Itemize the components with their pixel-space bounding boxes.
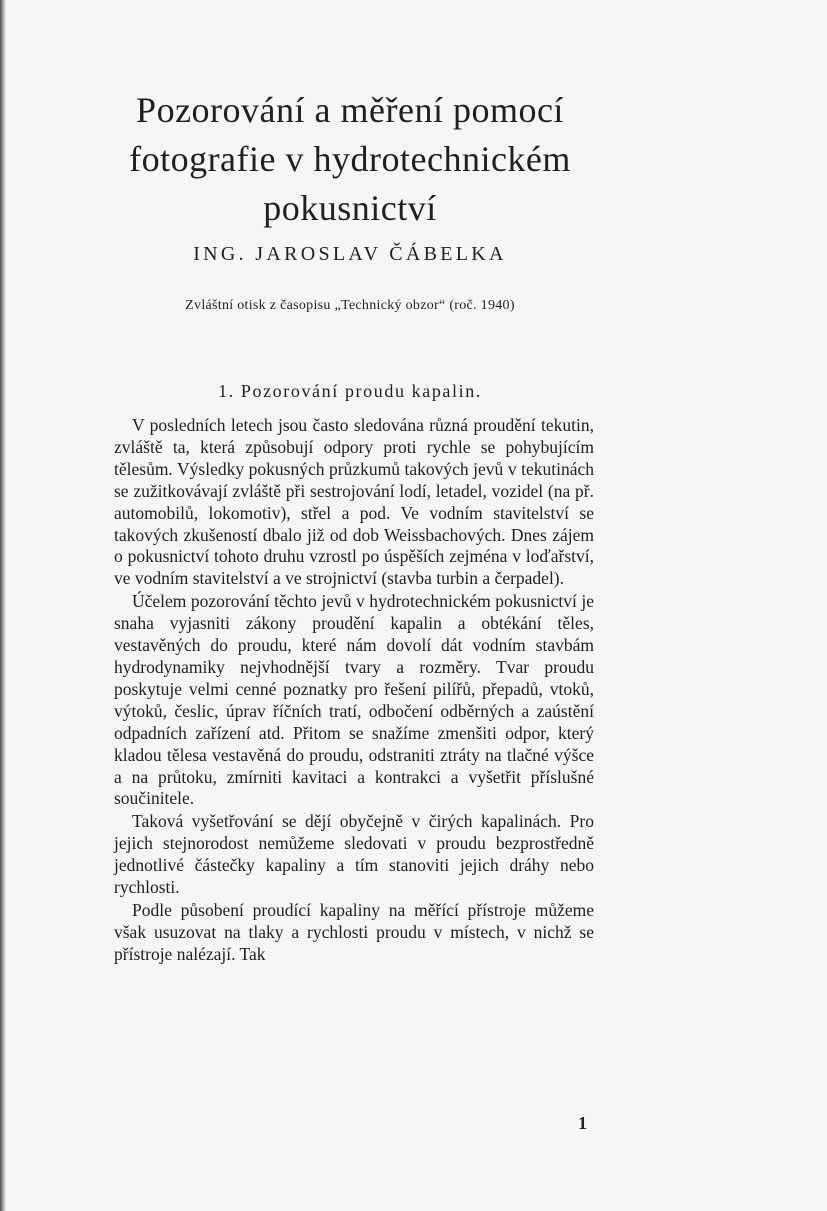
section-heading: 1. Pozorování proudu kapalin. <box>218 381 482 401</box>
author-name: ING. JAROSLAV ČÁBELKA <box>193 243 507 265</box>
paragraph-4: Podle působení proudící kapaliny na měřící přístroje můžeme však usuzovat na tlaky a rychlosti proudu v místech, v nichž se přístroje nalézají. Tak <box>114 899 594 964</box>
scan-edge-shadow <box>0 0 6 1211</box>
title-line-1: Pozorování a měření pomocí <box>136 90 564 130</box>
article-title <box>100 86 600 233</box>
offprint-note: Zvláštní otisk z časopisu „Technický obzor“ (roč. 1940) <box>185 298 515 313</box>
title-line-3: pokusnictví <box>263 188 437 228</box>
body-text <box>114 415 594 967</box>
title-line-2: fotografie v hydrotechnickém <box>129 139 571 179</box>
paragraph-2: Účelem pozorování těchto jevů v hydrotechnickém pokusnictví je snaha vyjasniti zákony proudění kapalin a obtékání těles, vestavěných do proudu, které nám dovolí dát vodním stavbám hydrodynamiky nejvhodnější tvary a rozměry. Tvar proudu poskytuje velmi cenné poznatky pro řešení pilířů, přepadů, vtoků, výtoků, česlic, úprav říčních tratí, odbočení odběrných a zaústění odpadních zařízení atd. Přitom se snažíme zmenšiti odpor, který kladou tělesa vestavěná do proudu, odstraniti ztráty na tlačné výšce a na průtoku, zmírniti kavitaci a kontrakci a vyšetřit příslušné součinitele. <box>114 591 594 809</box>
paragraph-1: V posledních letech jsou často sledována různá proudění tekutin, zvláště ta, která způsobují odpory proti rychle se pohybujícím tělesům. Výsledky pokusných průzkumů takových jevů v tekutinách se zužitkovávají zvláště při sestrojování lodí, letadel, vozidel (na př. automobilů, lokomotiv), střel a pod. Ve vodním stavitelství se takových zkušeností dbalo již od dob Weissbachových. Dnes zájem o pokusnictví tohoto druhu vzrostl po úspěších zejména v loďařství, ve vodním stavitelství a ve strojnictví (stavba turbin a čerpadel). <box>114 415 594 589</box>
paragraph-3: Taková vyšetřování se dějí obyčejně v čirých kapalinách. Pro jejich stejnorodost nemůžeme sledovati v proudu bezprostředně jednotlivé částečky kapaliny a tím stanoviti jejich dráhy nebo rychlosti. <box>114 811 594 898</box>
page-number: 1 <box>578 1113 587 1133</box>
